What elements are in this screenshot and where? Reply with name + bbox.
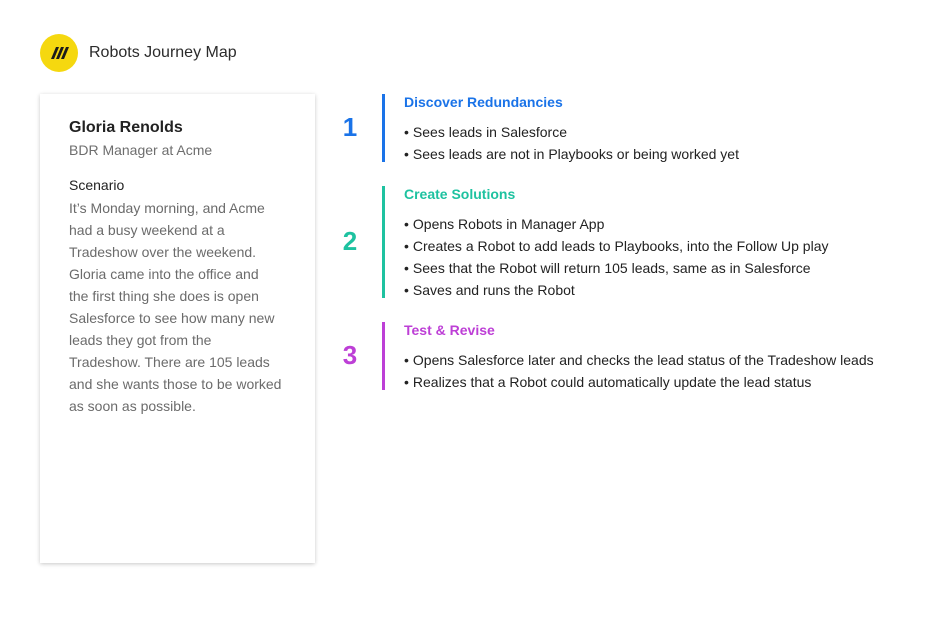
scenario-line: as soon as possible. [69, 398, 196, 414]
step-title: Create Solutions [404, 186, 516, 202]
persona-name: Gloria Renolds [69, 119, 183, 136]
list-item [404, 213, 924, 235]
list-item-text: Realizes that a Robot could automatically update the lead status [412, 374, 812, 390]
bullet-icon: • [404, 282, 409, 298]
scenario-line: the first thing she does is open [69, 288, 259, 304]
bullet-icon: • [404, 352, 409, 368]
list-item [404, 121, 924, 143]
scenario-line: It’s Monday morning, and Acme [69, 200, 265, 216]
step-content [404, 186, 924, 301]
step-number: 2 [342, 226, 358, 256]
step-title: Test & Revise [404, 322, 495, 338]
list-item-text: Opens Salesforce later and checks the lead status of the Tradeshow leads [412, 352, 874, 368]
list-item [404, 371, 924, 393]
step-items [404, 349, 924, 393]
bullet-icon: • [404, 216, 409, 232]
list-item [404, 257, 924, 279]
step-items [404, 213, 924, 301]
list-item-text: Saves and runs the Robot [412, 282, 575, 298]
step-number: 3 [342, 340, 358, 370]
list-item [404, 279, 924, 301]
step-divider-bar [382, 94, 385, 162]
step-divider-bar [382, 322, 385, 390]
scenario-line: Gloria came into the office and [69, 266, 259, 282]
scenario-text [69, 197, 286, 417]
scenario-line: Tradeshow. There are 105 leads [69, 354, 270, 370]
step-content [404, 94, 924, 165]
scenario-line: had a busy weekend at a [69, 222, 225, 238]
bullet-icon: • [404, 238, 409, 254]
scenario-line: Salesforce to see how many new [69, 310, 275, 326]
header [40, 34, 237, 72]
bullet-icon: • [404, 124, 409, 140]
bullet-icon: • [404, 146, 409, 162]
bullet-icon: • [404, 260, 409, 276]
step-items [404, 121, 924, 165]
slash-stripes-logo-icon [40, 34, 78, 72]
list-item-text: Sees leads are not in Playbooks or being worked yet [412, 146, 739, 162]
list-item-text: Sees that the Robot will return 105 leads, same as in Salesforce [412, 260, 811, 276]
bullet-icon: • [404, 374, 409, 390]
scenario-line: leads they got from the [69, 332, 212, 348]
step-title: Discover Redundancies [404, 94, 563, 110]
step-number: 1 [342, 112, 358, 142]
scenario-line: and she wants those to be worked [69, 376, 282, 392]
list-item-text: Opens Robots in Manager App [412, 216, 605, 232]
persona-role: BDR Manager at Acme [69, 142, 213, 158]
list-item [404, 349, 924, 371]
logo-stripes [40, 34, 78, 72]
step-content [404, 322, 924, 393]
step-divider-bar [382, 186, 385, 298]
list-item [404, 143, 924, 165]
persona-card [40, 94, 315, 563]
list-item-text: Creates a Robot to add leads to Playbooks, into the Follow Up play [412, 238, 829, 254]
app-title: Robots Journey Map [89, 44, 237, 61]
list-item-text: Sees leads in Salesforce [412, 124, 567, 140]
list-item [404, 235, 924, 257]
scenario-label: Scenario [69, 177, 125, 193]
scenario-line: Tradeshow over the weekend. [69, 244, 257, 260]
